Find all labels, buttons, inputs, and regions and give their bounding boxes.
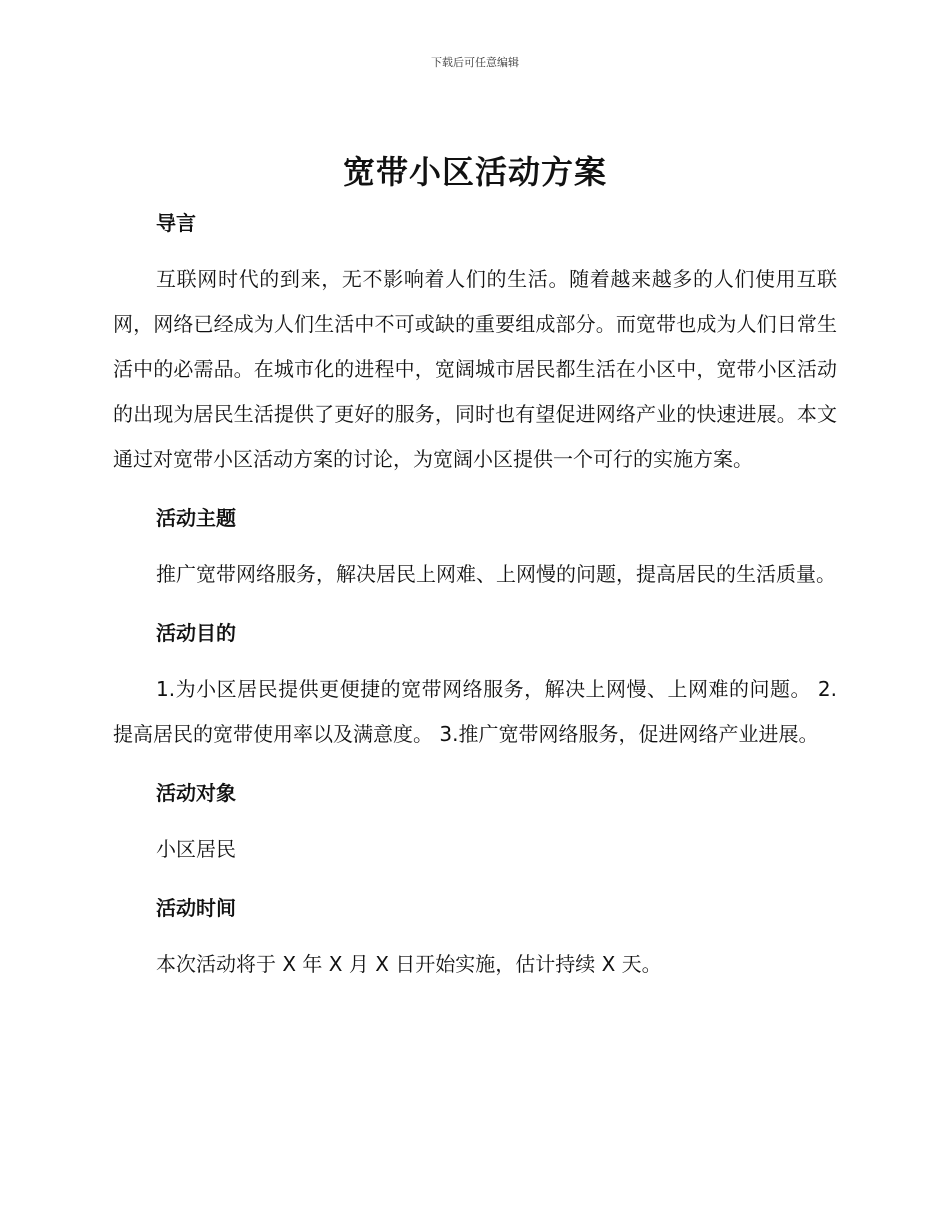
section-activity-theme [113, 496, 837, 611]
section-heading-activity-audience: 活动对象 [156, 781, 236, 805]
section-heading-activity-purpose: 活动目的 [156, 621, 236, 645]
document-title: 宽带小区活动方案 [342, 153, 607, 191]
section-body-activity-time: 本次活动将于 X 年 X 月 X 日开始实施，估计持续 X 天。 [156, 952, 662, 976]
section-activity-time [113, 886, 837, 987]
section-activity-purpose [113, 611, 837, 771]
section-body-introduction: 互联网时代的到来，无不影响着人们的生活。随着越来越多的人们使用互联网，网络已经成为人们生活中不可或缺的重要组成部分。而宽带也成为人们日常生活中的必需品。在城市化的进程中，宽阔城市居民都生活在小区中，宽带小区活动的出现为居民生活提供了更好的服务，同时也有望促进网络产业的快速进展。本文通过对宽带小区活动方案的讨论，为宽阔小区提供一个可行的实施方案。 [113, 267, 837, 471]
section-body-activity-theme: 推广宽带网络服务，解决居民上网难、上网慢的问题，提高居民的生活质量。 [156, 562, 836, 586]
section-body-activity-purpose: 1.为小区居民提供更便捷的宽带网络服务，解决上网慢、上网难的问题。 2.提高居民的宽带使用率以及满意度。 3.推广宽带网络服务，促进网络产业进展。 [113, 677, 837, 746]
section-body-activity-audience: 小区居民 [156, 837, 236, 861]
section-heading-activity-theme: 活动主题 [156, 506, 236, 530]
header-note: 下载后可任意编辑 [431, 56, 519, 69]
document-body [113, 201, 837, 987]
section-introduction [113, 201, 837, 496]
section-heading-introduction: 导言 [156, 211, 196, 235]
section-heading-activity-time: 活动时间 [156, 896, 236, 920]
section-activity-audience [113, 771, 837, 886]
